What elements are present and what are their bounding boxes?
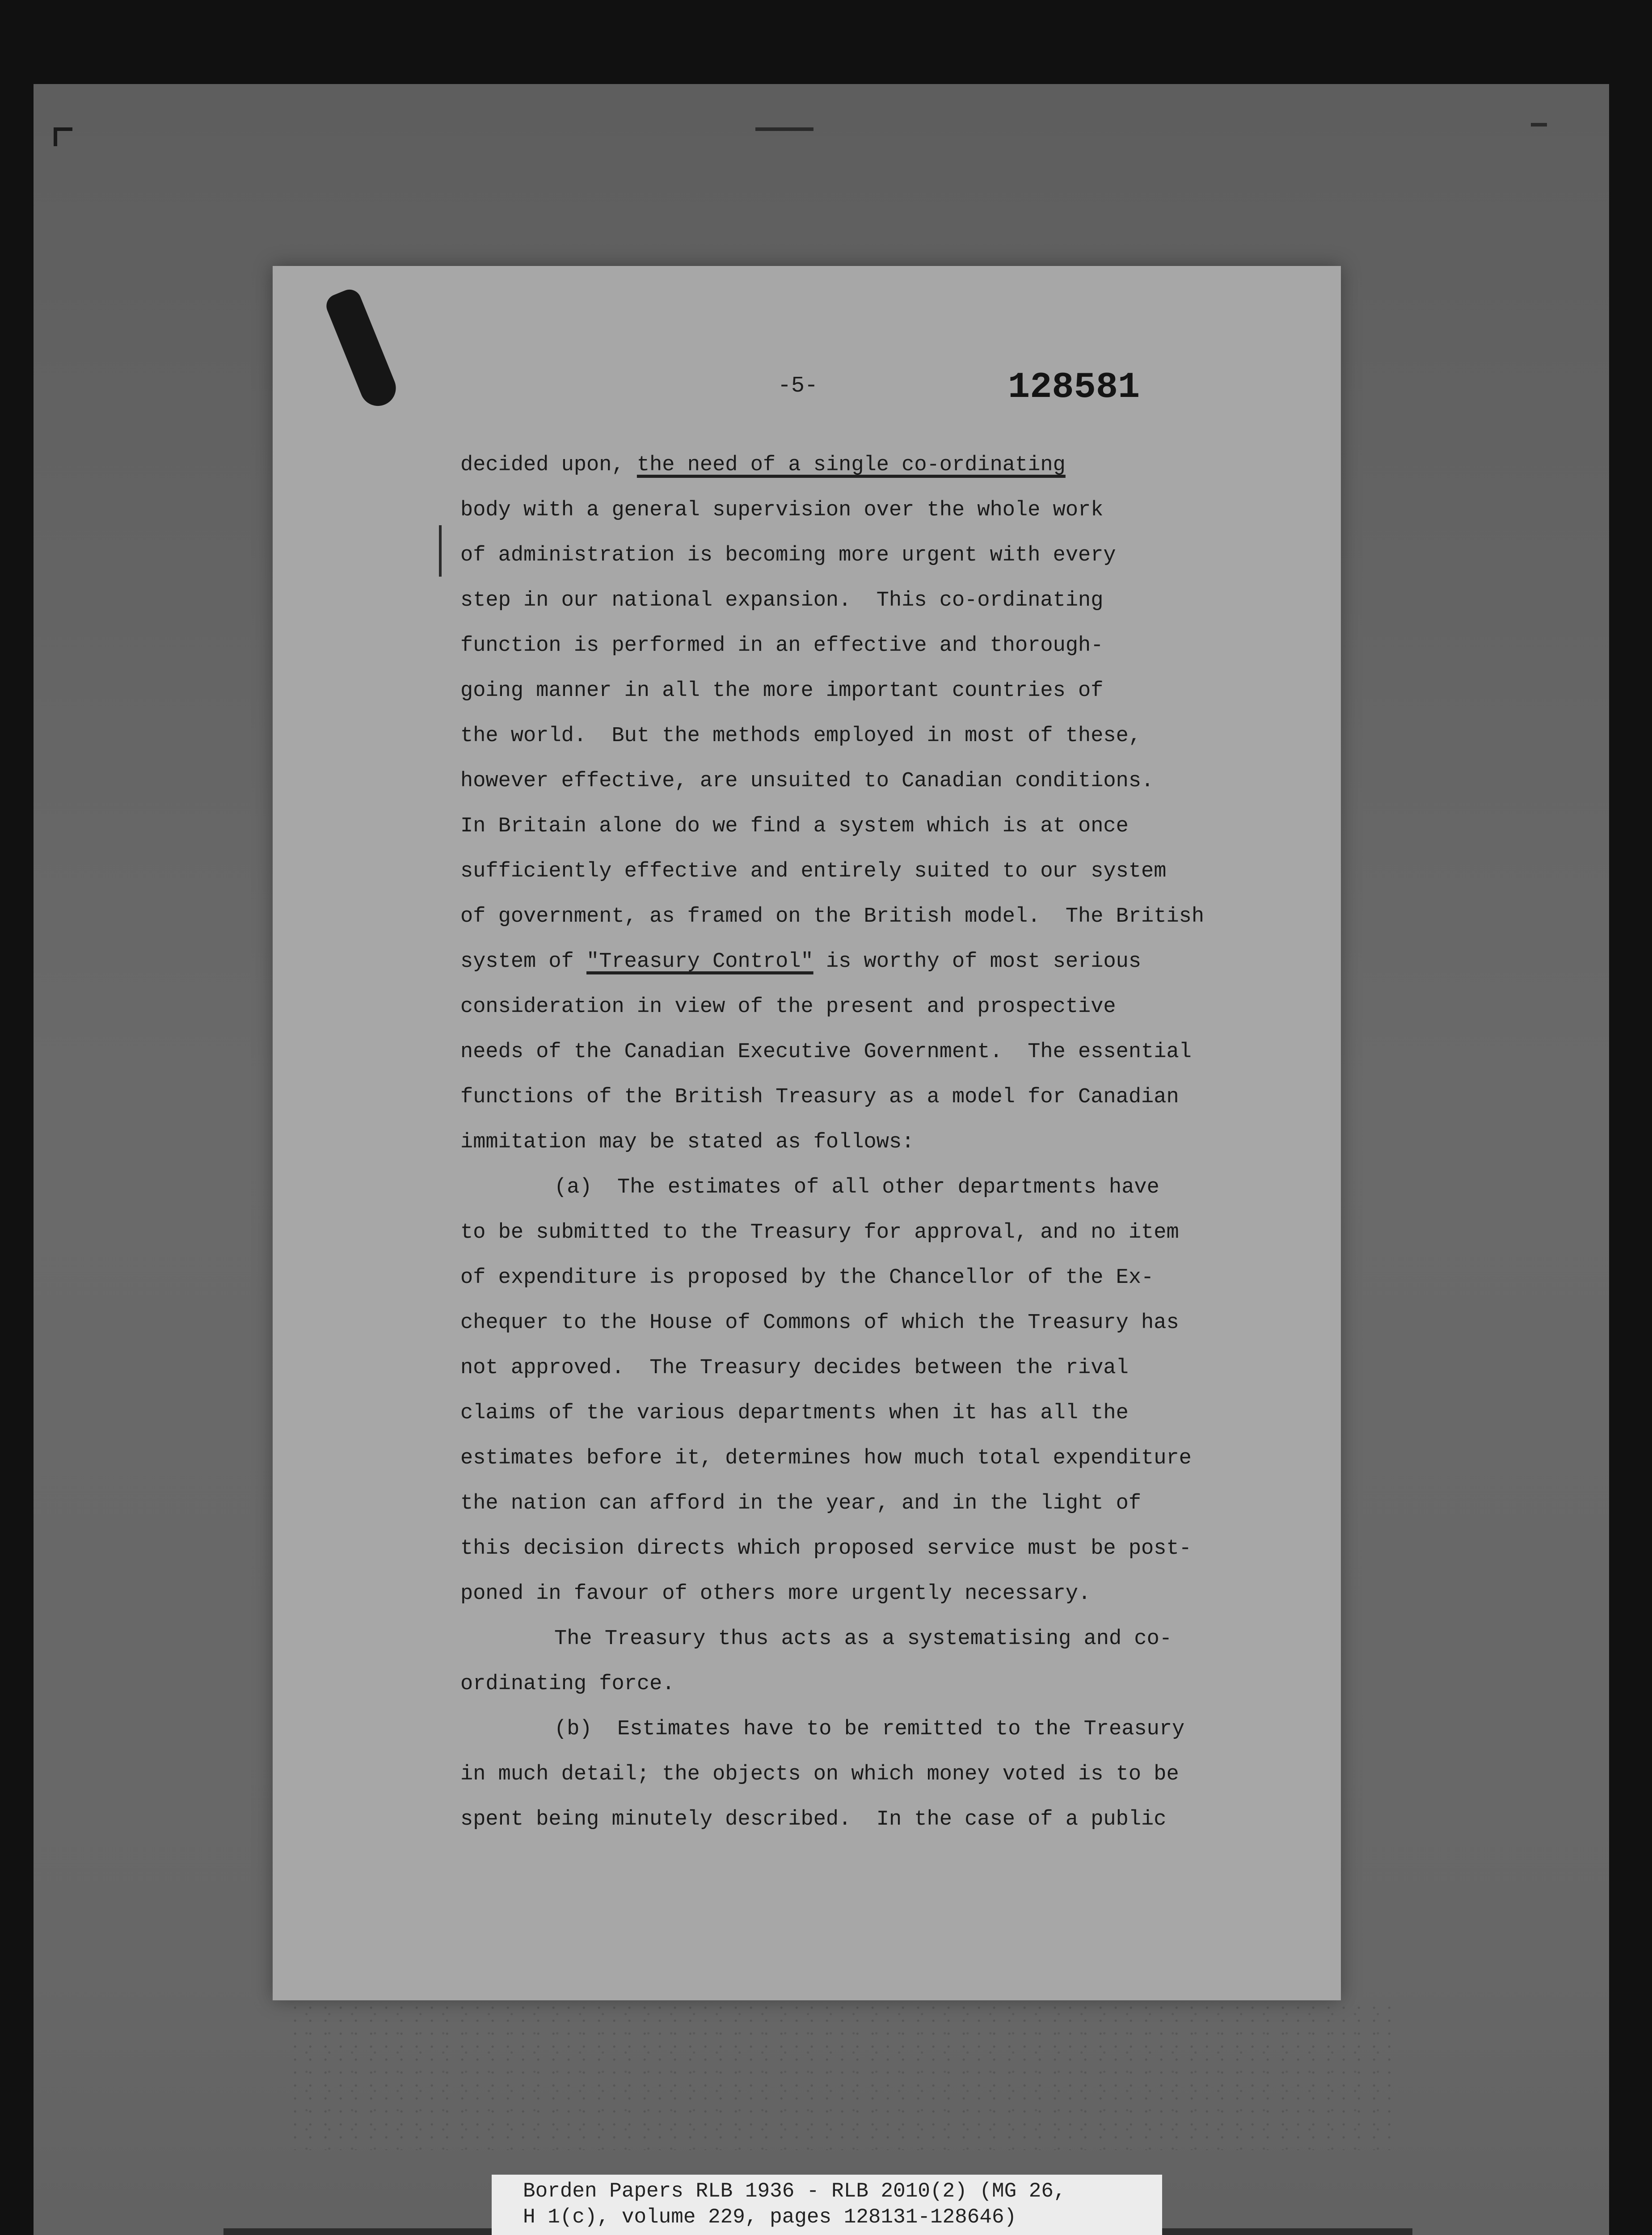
text-line (460, 1752, 1310, 1797)
text-line (460, 939, 1310, 984)
text-segment: (a) The estimates of all other departments have (554, 1176, 1159, 1199)
text-segment: poned in favour of others more urgently necessary. (460, 1582, 1091, 1606)
text-line (460, 443, 1310, 488)
text-segment: not approved. The Treasury decides between the rival (460, 1356, 1129, 1380)
text-line (460, 623, 1310, 668)
text-segment: body with a general supervision over the whole work (460, 498, 1104, 522)
document-number: 128581 (1008, 367, 1140, 408)
text-line (460, 1255, 1310, 1300)
text-line (460, 759, 1310, 804)
text-segment: however effective, are unsuited to Canadian conditions. (460, 769, 1154, 793)
text-segment: decided upon, (460, 453, 637, 477)
text-line (460, 1571, 1310, 1616)
text-segment: spent being minutely described. In the case of a public (460, 1808, 1167, 1831)
text-line (460, 849, 1310, 894)
paper-clip (323, 286, 401, 411)
text-segment: estimates before it, determines how much total expenditure (460, 1446, 1192, 1470)
underlined-phrase: the need of a single co-ordinating (636, 453, 1066, 477)
text-line (460, 1616, 1310, 1661)
text-segment: claims of the various departments when it has all the (460, 1401, 1129, 1425)
document-page (273, 266, 1341, 2000)
text-line (460, 1391, 1310, 1436)
text-segment: (b) Estimates have to be remitted to the Treasury (554, 1717, 1185, 1741)
text-segment: the world. But the methods employed in most of these, (460, 724, 1142, 748)
text-line (460, 1797, 1310, 1842)
underlined-phrase: "Treasury Control" (586, 950, 813, 974)
text-segment: is worthy of most serious (813, 950, 1142, 974)
text-segment: In Britain alone do we find a system which is at once (460, 814, 1129, 838)
text-segment: chequer to the House of Commons of which the Treasury has (460, 1311, 1179, 1335)
text-segment: to be submitted to the Treasury for approval, and no item (460, 1221, 1179, 1244)
text-segment: in much detail; the objects on which money voted is to be (460, 1763, 1179, 1786)
text-segment: needs of the Canadian Executive Government. The essential (460, 1040, 1192, 1064)
text-line (460, 1075, 1310, 1120)
frame-top-dash-right (1531, 123, 1547, 127)
text-line (460, 1526, 1310, 1571)
text-line (460, 1165, 1310, 1210)
text-segment: sufficiently effective and entirely suited to our system (460, 860, 1167, 883)
text-line (460, 578, 1310, 623)
body-text (460, 443, 1310, 1842)
reference-label-line-1: Borden Papers RLB 1936 - RLB 2010(2) (MG 26, (523, 2180, 1066, 2203)
text-segment: going manner in all the more important countries of (460, 679, 1104, 703)
text-segment: system of (460, 950, 587, 974)
text-line (460, 1436, 1310, 1481)
text-line (460, 894, 1310, 939)
text-line (460, 1210, 1310, 1255)
text-segment: immitation may be stated as follows: (460, 1130, 914, 1154)
text-line (460, 1120, 1310, 1165)
text-segment: ordinating force. (460, 1672, 675, 1696)
text-line (460, 1345, 1310, 1391)
text-line (460, 1707, 1310, 1752)
scan-speckle-area (291, 2003, 1399, 2150)
margin-mark (439, 525, 442, 577)
corner-crop-mark (54, 127, 72, 146)
text-segment: this decision directs which proposed service must be post- (460, 1537, 1192, 1560)
text-line (460, 533, 1310, 578)
text-segment: consideration in view of the present and prospective (460, 995, 1116, 1019)
text-line (460, 488, 1310, 533)
reference-label (492, 2175, 1162, 2235)
page-number: -5- (778, 373, 818, 399)
text-line (460, 1481, 1310, 1526)
text-segment: step in our national expansion. This co-ordinating (460, 589, 1104, 612)
text-line (460, 984, 1310, 1029)
text-segment: of expenditure is proposed by the Chancellor of the Ex- (460, 1266, 1154, 1290)
text-segment: of government, as framed on the British model. The British (460, 905, 1205, 928)
text-line (460, 804, 1310, 849)
text-segment: the nation can afford in the year, and in the light of (460, 1492, 1142, 1515)
text-line (460, 1300, 1310, 1345)
text-segment: The Treasury thus acts as a systematising and co- (554, 1627, 1172, 1651)
text-line (460, 713, 1310, 759)
text-segment: function is performed in an effective and thorough- (460, 634, 1104, 658)
text-line (460, 668, 1310, 713)
text-line (460, 1029, 1310, 1075)
text-segment: of administration is becoming more urgent with every (460, 544, 1116, 567)
text-line (460, 1661, 1310, 1707)
text-segment: functions of the British Treasury as a model for Canadian (460, 1085, 1179, 1109)
frame-top-dash (755, 127, 813, 131)
reference-label-line-2: H 1(c), volume 229, pages 128131-128646) (523, 2205, 1017, 2229)
